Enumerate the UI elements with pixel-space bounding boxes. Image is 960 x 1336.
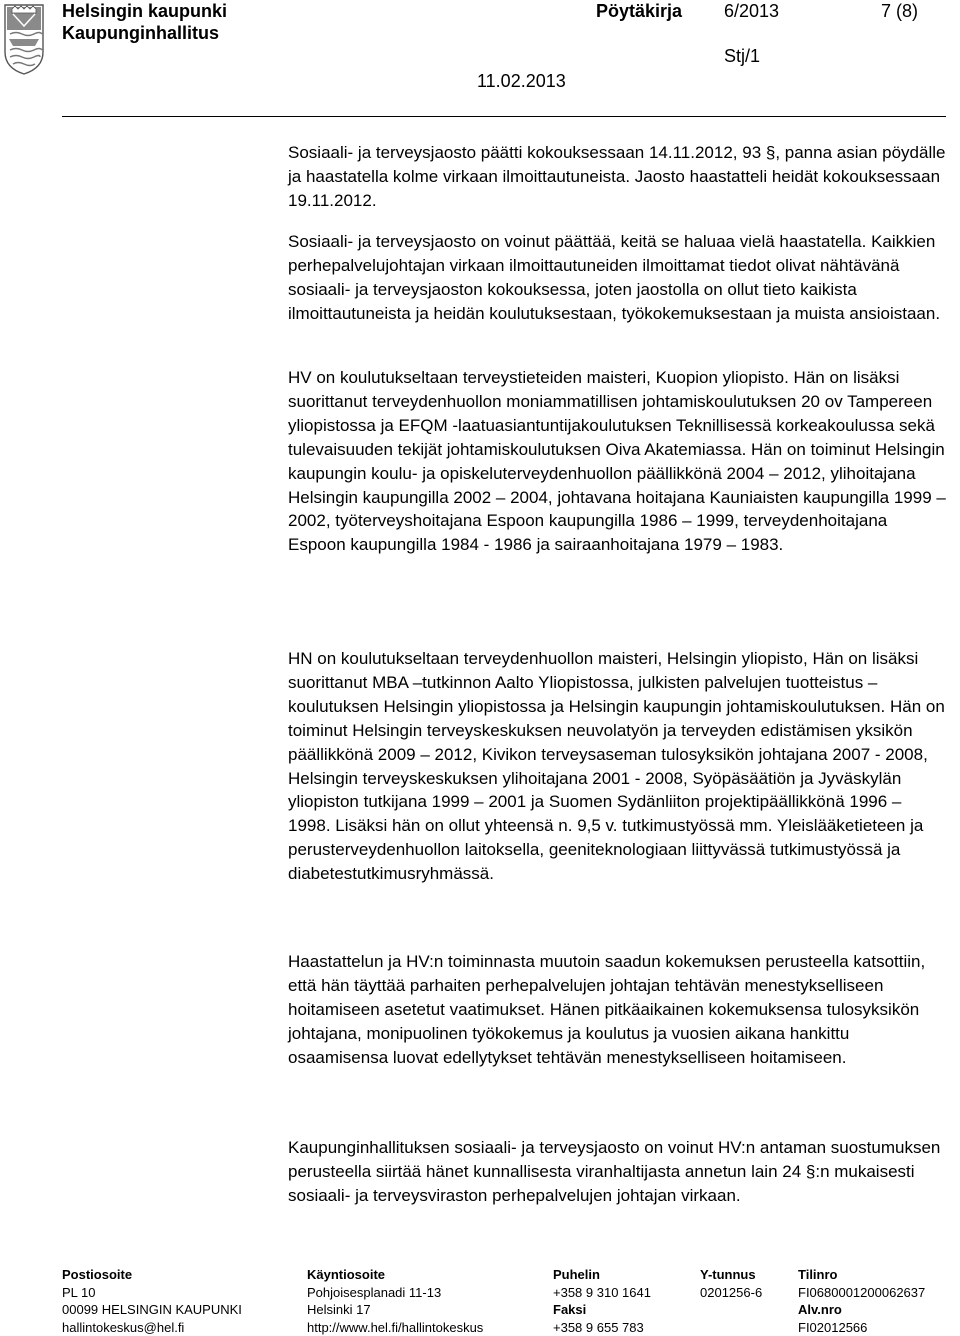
document-number: 6/2013 [724, 0, 779, 22]
footer-fax-number: +358 9 655 783 [553, 1319, 651, 1336]
footer-phone-number: +358 9 310 1641 [553, 1284, 651, 1302]
org-name: Helsingin kaupunki [62, 0, 227, 22]
footer-vat-number: FI02012566 [798, 1319, 925, 1336]
footer-fax-heading: Faksi [553, 1301, 651, 1319]
footer-business-id-heading: Y-tunnus [700, 1266, 762, 1284]
footer-business-id [700, 1266, 762, 1301]
meeting-date: 11.02.2013 [477, 70, 566, 92]
footer-phone [553, 1266, 651, 1336]
header-divider [62, 116, 946, 117]
footer-visiting-line: Pohjoisesplanadi 11-13 [307, 1284, 483, 1302]
page-number: 7 (8) [881, 0, 918, 22]
body-paragraph-1: Sosiaali- ja terveysjaosto päätti kokouksessaan 14.11.2012, 93 §, panna asian pöydälle ja haastatella kolme virkaan ilmoittautuneista. Jaosto haastatteli heidät kokouksessaan 19.11.2012. [288, 141, 948, 213]
footer-website-link[interactable]: http://www.hel.fi/hallintokeskus [307, 1319, 483, 1336]
footer-visiting-line: Helsinki 17 [307, 1301, 483, 1319]
footer-account-heading: Tilinro [798, 1266, 925, 1284]
footer-phone-heading: Puhelin [553, 1266, 651, 1284]
body-paragraph-5: Haastattelun ja HV:n toiminnasta muutoin saadun kokemuksen perusteella katsottiin, että hän täyttää parhaiten perhepalvelujen johtajan tehtävän menestykselliseen hoitamiseen asetetut vaatimukset. Hänen pitkäaikainen kokemuksensa tulosyksikön johtajana, monipuolinen työkokemus ja koulutus ja vuosien aikana hankittu osaamisensa luovat edellytykset tehtävän menestykselliseen hoitamiseen. [288, 950, 948, 1070]
helsinki-crest-logo [2, 2, 46, 76]
footer-account [798, 1266, 925, 1336]
body-paragraph-4: HN on koulutukseltaan terveydenhuollon maisteri, Helsingin yliopisto, Hän on lisäksi suorittanut MBA –tutkinnon Aalto Yliopistossa, julkisten palvelujen tuotteistus –koulutuksen Helsingin yliopistossa ja Helsingin kaupungin johtamiskoulutuksen. Hän on toiminut Helsingin terveyskeskuksen neuvolatyön ja terveyden edistämisen yksikön päällikkönä 2009 – 2012, Kivikon terveysaseman tulosyksikön johtajana 2007 - 2008, Helsingin terveyskeskuksen ylihoitajana 2001 - 2008, Syöpäsäätiön ja Jyväskylän yliopiston tutkijana 1999 – 2001 ja Suomen Sydänliiton projektipäällikkönä 1996 – 1998. Lisäksi hän on ollut yhteensä n. 9,5 v. tutkimustyössä mm. Yleislääketieteen ja perusterveydenhuollon laitoksella, geeniteknologiaan liittyvässä tutkimustyössä ja diabetestutkimusryhmässä. [288, 647, 948, 886]
footer-postal-line: 00099 HELSINGIN KAUPUNKI [62, 1301, 242, 1319]
document-type: Pöytäkirja [596, 0, 682, 22]
dept-name: Kaupunginhallitus [62, 22, 219, 44]
footer-business-id-value: 0201256-6 [700, 1284, 762, 1302]
footer-postal-address [62, 1266, 242, 1336]
footer-visiting-address [307, 1266, 483, 1336]
footer-account-number: FI0680001200062637 [798, 1284, 925, 1302]
footer-vat-heading: Alv.nro [798, 1301, 925, 1319]
footer-visiting-heading: Käyntiosoite [307, 1266, 483, 1284]
body-paragraph-2: Sosiaali- ja terveysjaosto on voinut päättää, keitä se haluaa vielä haastatella. Kaikkien perhepalvelujohtajan virkaan ilmoittautuneiden ilmoittamat tiedot olivat nähtävänä sosiaali- ja terveysjaoston kokouksessa, joten jaostolla on ollut tieto kaikista ilmoittautuneista ja heidän koulutuksestaan, työkokemuksestaan ja muista ansioistaan. [288, 230, 948, 326]
footer-postal-heading: Postiosoite [62, 1266, 242, 1284]
footer-postal-line: PL 10 [62, 1284, 242, 1302]
section-code: Stj/1 [724, 45, 760, 67]
body-paragraph-3: HV on koulutukseltaan terveystieteiden maisteri, Kuopion yliopisto. Hän on lisäksi suorittanut terveydenhuollon moniammatillisen johtamiskoulutuksen 20 ov Tampereen yliopistossa ja EFQM -laatuasiantuntijakoulutuksen Teknillisessä korkeakoulussa sekä tulevaisuuden tekijät johtamiskoulutuksen Oiva Akatemiassa. Hän on toiminut Helsingin kaupungin koulu- ja opiskeluterveydenhuollon päällikkönä 2004 – 2012, ylihoitajana Helsingin kaupungilla 2002 – 2004, johtavana hoitajana Kauniaisten kaupungilla 1999 – 2002, työterveyshoitajana Espoon kaupungilla 1986 – 1999, terveydenhoitajana Espoon kaupungilla 1984 - 1986 ja sairaanhoitajana 1979 – 1983. [288, 366, 948, 557]
footer-email-link[interactable]: hallintokeskus@hel.fi [62, 1319, 242, 1336]
body-paragraph-6: Kaupunginhallituksen sosiaali- ja terveysjaosto on voinut HV:n antaman suostumuksen perusteella siirtää hänet kunnallisesta viranhaltijasta annetun lain 24 §:n mukaisesti sosiaali- ja terveysviraston perhepalvelujen johtajan virkaan. [288, 1136, 948, 1208]
